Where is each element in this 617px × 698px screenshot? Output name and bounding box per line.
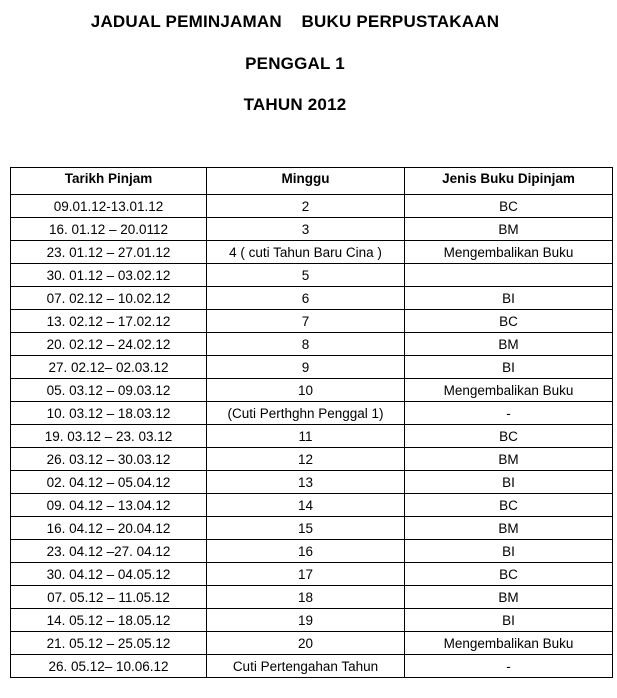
cell-tarikh-pinjam: 20. 02.12 – 24.02.12 (11, 333, 207, 356)
cell-tarikh-pinjam: 14. 05.12 – 18.05.12 (11, 609, 207, 632)
cell-jenis-buku: BC (405, 563, 613, 586)
cell-minggu: 17 (207, 563, 405, 586)
cell-tarikh-pinjam: 19. 03.12 – 23. 03.12 (11, 425, 207, 448)
cell-tarikh-pinjam: 26. 05.12– 10.06.12 (11, 655, 207, 678)
cell-tarikh-pinjam: 09.01.12-13.01.12 (11, 195, 207, 218)
table-row (11, 241, 613, 264)
cell-tarikh-pinjam: 07. 02.12 – 10.02.12 (11, 287, 207, 310)
table-row (11, 448, 613, 471)
table-row (11, 310, 613, 333)
cell-tarikh-pinjam: 23. 01.12 – 27.01.12 (11, 241, 207, 264)
document-title: JADUAL PEMINJAMAN BUKU PERPUSTAKAAN (90, 12, 500, 31)
cell-minggu: Cuti Pertengahan Tahun (207, 655, 405, 678)
cell-tarikh-pinjam: 10. 03.12 – 18.03.12 (11, 402, 207, 425)
cell-jenis-buku: BI (405, 356, 613, 379)
table-row (11, 517, 613, 540)
table-row (11, 425, 613, 448)
cell-minggu: 13 (207, 471, 405, 494)
cell-minggu: (Cuti Perthghn Penggal 1) (207, 402, 405, 425)
cell-minggu: 7 (207, 310, 405, 333)
cell-minggu: 14 (207, 494, 405, 517)
cell-jenis-buku: BM (405, 218, 613, 241)
cell-jenis-buku: BM (405, 586, 613, 609)
cell-minggu: 15 (207, 517, 405, 540)
table-row (11, 195, 613, 218)
cell-jenis-buku: BI (405, 471, 613, 494)
cell-tarikh-pinjam: 02. 04.12 – 05.04.12 (11, 471, 207, 494)
table-row (11, 356, 613, 379)
table-header-row (11, 168, 613, 195)
table-row (11, 264, 613, 287)
cell-jenis-buku: BC (405, 195, 613, 218)
year-subtitle: TAHUN 2012 (243, 95, 347, 114)
cell-tarikh-pinjam: 21. 05.12 – 25.05.12 (11, 632, 207, 655)
cell-jenis-buku: BI (405, 287, 613, 310)
cell-tarikh-pinjam: 30. 04.12 – 04.05.12 (11, 563, 207, 586)
table-row (11, 563, 613, 586)
cell-tarikh-pinjam: 07. 05.12 – 11.05.12 (11, 586, 207, 609)
cell-jenis-buku (405, 264, 613, 287)
table-row (11, 632, 613, 655)
cell-jenis-buku: - (405, 402, 613, 425)
header-tarikh-pinjam: Tarikh Pinjam (11, 168, 207, 195)
cell-tarikh-pinjam: 27. 02.12– 02.03.12 (11, 356, 207, 379)
cell-minggu: 8 (207, 333, 405, 356)
cell-jenis-buku: BM (405, 517, 613, 540)
term-subtitle: PENGGAL 1 (245, 54, 345, 73)
cell-tarikh-pinjam: 23. 04.12 –27. 04.12 (11, 540, 207, 563)
cell-tarikh-pinjam: 26. 03.12 – 30.03.12 (11, 448, 207, 471)
cell-jenis-buku: Mengembalikan Buku (405, 379, 613, 402)
cell-jenis-buku: - (405, 655, 613, 678)
cell-minggu: 5 (207, 264, 405, 287)
table-row (11, 586, 613, 609)
cell-minggu: 4 ( cuti Tahun Baru Cina ) (207, 241, 405, 264)
cell-minggu: 6 (207, 287, 405, 310)
cell-jenis-buku: BC (405, 425, 613, 448)
cell-jenis-buku: BI (405, 609, 613, 632)
cell-tarikh-pinjam: 05. 03.12 – 09.03.12 (11, 379, 207, 402)
cell-minggu: 16 (207, 540, 405, 563)
cell-jenis-buku: BC (405, 494, 613, 517)
header-jenis-buku: Jenis Buku Dipinjam (405, 168, 613, 195)
table-row (11, 402, 613, 425)
cell-jenis-buku: Mengembalikan Buku (405, 241, 613, 264)
cell-tarikh-pinjam: 09. 04.12 – 13.04.12 (11, 494, 207, 517)
cell-minggu: 11 (207, 425, 405, 448)
cell-minggu: 20 (207, 632, 405, 655)
cell-minggu: 10 (207, 379, 405, 402)
cell-minggu: 9 (207, 356, 405, 379)
cell-minggu: 2 (207, 195, 405, 218)
table-row (11, 655, 613, 678)
table-row (11, 609, 613, 632)
table-row (11, 471, 613, 494)
table-row (11, 540, 613, 563)
cell-jenis-buku: BM (405, 333, 613, 356)
cell-tarikh-pinjam: 13. 02.12 – 17.02.12 (11, 310, 207, 333)
table-row (11, 218, 613, 241)
cell-minggu: 12 (207, 448, 405, 471)
cell-minggu: 19 (207, 609, 405, 632)
cell-jenis-buku: BC (405, 310, 613, 333)
cell-jenis-buku: Mengembalikan Buku (405, 632, 613, 655)
table-row (11, 494, 613, 517)
header-minggu: Minggu (207, 168, 405, 195)
cell-tarikh-pinjam: 30. 01.12 – 03.02.12 (11, 264, 207, 287)
table-row (11, 379, 613, 402)
cell-minggu: 18 (207, 586, 405, 609)
cell-tarikh-pinjam: 16. 01.12 – 20.0112 (11, 218, 207, 241)
table-body (11, 195, 613, 678)
table-row (11, 333, 613, 356)
cell-tarikh-pinjam: 16. 04.12 – 20.04.12 (11, 517, 207, 540)
loan-schedule-table (10, 167, 613, 678)
cell-minggu: 3 (207, 218, 405, 241)
cell-jenis-buku: BI (405, 540, 613, 563)
table-row (11, 287, 613, 310)
cell-jenis-buku: BM (405, 448, 613, 471)
